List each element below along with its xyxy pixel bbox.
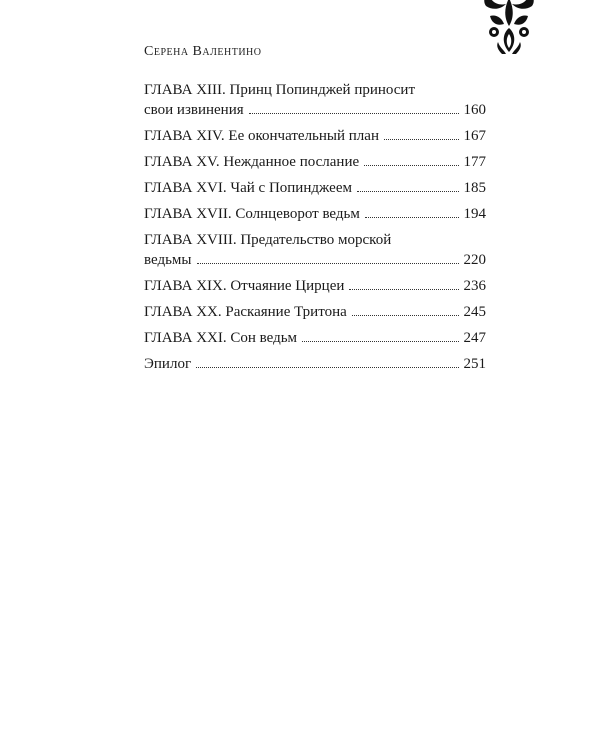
dot-leader <box>196 366 458 368</box>
toc-entry-13[interactable] <box>144 80 486 120</box>
toc-entry-line <box>144 328 486 348</box>
toc-entry-line <box>144 250 486 270</box>
toc-entry-line <box>144 152 486 172</box>
toc-entry-title-continued: свои извинения <box>144 102 244 118</box>
toc-entry-epilogue[interactable] <box>144 354 486 374</box>
toc-entry-title: ГЛАВА XVII. Солнцеворот ведьм <box>144 206 360 222</box>
dot-leader <box>349 288 458 290</box>
running-head-author: Серена Валентино <box>144 44 262 59</box>
toc-entry-line <box>144 354 486 374</box>
toc-entry-title: ГЛАВА XXI. Сон ведьм <box>144 330 298 346</box>
toc-page-number: 236 <box>463 278 486 294</box>
toc-entry-line <box>144 100 486 120</box>
toc-entry-title-continued: ведьмы <box>144 252 192 268</box>
toc-entry-title: ГЛАВА XVI. Чай с Попинджеем <box>144 180 352 196</box>
toc-entry-title: ГЛАВА XIX. Отчаяние Цирцеи <box>144 278 345 294</box>
toc-entry-21[interactable] <box>144 328 486 348</box>
table-of-contents <box>144 80 486 380</box>
dot-leader <box>197 262 459 264</box>
toc-entry-title: ГЛАВА XX. Раскаяние Тритона <box>144 304 347 320</box>
toc-entry-18[interactable] <box>144 230 486 270</box>
dot-leader <box>364 164 458 166</box>
toc-entry-line <box>144 302 486 322</box>
toc-page-number: 245 <box>463 304 486 320</box>
toc-entry-15[interactable] <box>144 152 486 172</box>
toc-entry-20[interactable] <box>144 302 486 322</box>
toc-entry-line <box>144 178 486 198</box>
toc-entry-17[interactable] <box>144 204 486 224</box>
toc-page-number: 194 <box>463 206 486 222</box>
toc-page-number: 220 <box>463 252 486 268</box>
toc-entry-19[interactable] <box>144 276 486 296</box>
dot-leader <box>249 112 459 114</box>
toc-entry-title: ГЛАВА XVIII. Предательство морской <box>144 232 392 248</box>
dot-leader <box>357 190 459 192</box>
toc-entry-title: ГЛАВА XIV. Ее окончательный план <box>144 128 379 144</box>
dot-leader <box>302 340 458 342</box>
dot-leader <box>352 314 459 316</box>
toc-entry-title: ГЛАВА XIII. Принц Попинджей приносит <box>144 82 416 98</box>
toc-page-number: 177 <box>463 154 486 170</box>
dot-leader <box>365 216 459 218</box>
toc-page-number: 185 <box>463 180 486 196</box>
toc-entry-line <box>144 126 486 146</box>
toc-page-number: 251 <box>463 356 486 372</box>
toc-entry-title: ГЛАВА XV. Нежданное послание <box>144 154 360 170</box>
toc-entry-16[interactable] <box>144 178 486 198</box>
dot-leader <box>384 138 459 140</box>
toc-page-number: 167 <box>463 128 486 144</box>
toc-entry-line <box>144 204 486 224</box>
floral-ornament-icon <box>480 0 538 56</box>
toc-entry-title: Эпилог <box>144 356 192 372</box>
toc-entry-line <box>144 230 486 250</box>
toc-page-number: 160 <box>463 102 486 118</box>
toc-entry-line <box>144 276 486 296</box>
toc-entry-line <box>144 80 486 100</box>
toc-page-number: 247 <box>463 330 486 346</box>
toc-entry-14[interactable] <box>144 126 486 146</box>
